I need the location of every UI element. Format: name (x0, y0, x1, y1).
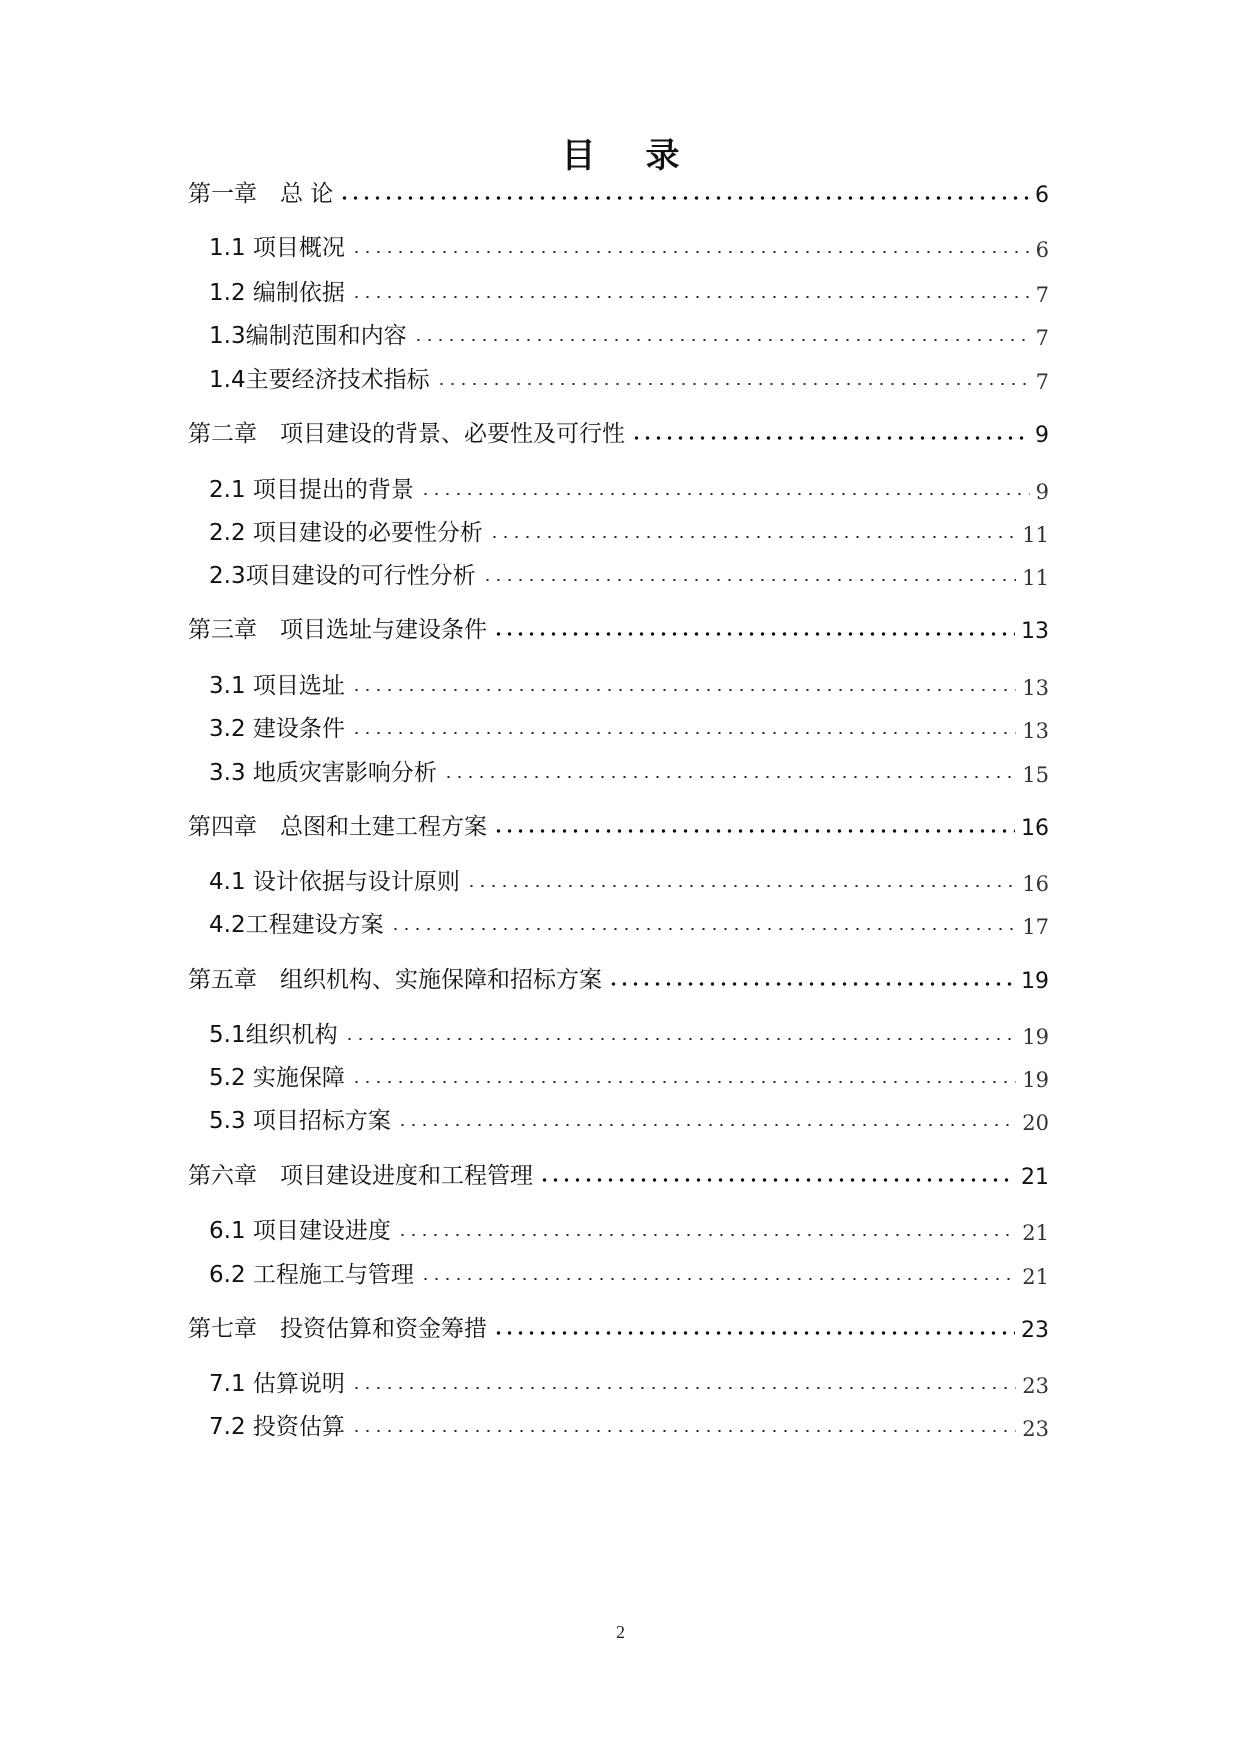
dot-leader (351, 685, 1016, 693)
toc-entry-page: 7 (1035, 283, 1049, 307)
toc-entry-page: 16 (1021, 816, 1049, 841)
dot-leader (489, 532, 1016, 540)
toc-entry-chapter-6[interactable] (188, 1158, 1049, 1190)
toc-entry-page: 9 (1035, 480, 1049, 504)
dot-leader (390, 924, 1017, 932)
toc-entry-section-2-1[interactable] (209, 472, 1049, 504)
toc-entry-label: 1.1 项目概况 (209, 235, 345, 261)
toc-entry-chapter-7[interactable] (188, 1311, 1049, 1343)
toc-entry-section-4-2[interactable] (209, 907, 1049, 939)
toc-entry-section-3-2[interactable] (209, 711, 1049, 743)
toc-entry-label: 7.2 投资估算 (209, 1414, 345, 1440)
dot-leader (493, 629, 1015, 637)
toc-entry-label: 5.2 实施保障 (209, 1065, 345, 1091)
toc-entry-section-6-2[interactable] (209, 1257, 1049, 1289)
toc-entry-page: 23 (1022, 1417, 1049, 1441)
toc-entry-page: 13 (1022, 719, 1049, 743)
toc-entry-page: 6 (1035, 183, 1049, 208)
toc-entry-chapter-3[interactable] (188, 612, 1049, 644)
dot-leader (351, 728, 1016, 736)
toc-entry-page: 11 (1022, 523, 1049, 547)
toc-entry-label: 第一章 总 论 (188, 181, 334, 207)
page-title-char-1: 目 (561, 136, 596, 176)
toc-entry-label: 4.2工程建设方案 (209, 912, 384, 938)
toc-entry-page: 21 (1022, 1221, 1049, 1245)
toc-entry-page: 6 (1035, 238, 1049, 262)
dot-leader (482, 575, 1017, 583)
toc-entry-section-2-3[interactable] (209, 558, 1049, 590)
toc-entry-section-1-3[interactable] (209, 318, 1049, 350)
toc-entry-label: 7.1 估算说明 (209, 1371, 345, 1397)
toc-entry-page: 20 (1022, 1111, 1049, 1135)
toc-entry-page: 19 (1022, 1025, 1049, 1049)
toc-entry-label: 5.3 项目招标方案 (209, 1108, 391, 1134)
toc-entry-label: 2.3项目建设的可行性分析 (209, 563, 476, 589)
toc-entry-section-7-2[interactable] (209, 1409, 1049, 1441)
toc-entry-page: 15 (1022, 763, 1049, 787)
toc-entry-label: 第七章 投资估算和资金筹措 (188, 1316, 487, 1342)
toc-entry-chapter-1[interactable] (188, 176, 1049, 208)
toc-entry-label: 2.1 项目提出的背景 (209, 477, 414, 503)
toc-entry-page: 16 (1022, 872, 1049, 896)
dot-leader (608, 979, 1015, 987)
dot-leader (351, 1426, 1016, 1434)
toc-entry-page: 21 (1021, 1165, 1049, 1190)
toc-entry-page: 19 (1021, 969, 1049, 994)
toc-entry-label: 1.2 编制依据 (209, 280, 345, 306)
toc-entry-label: 第四章 总图和土建工程方案 (188, 814, 487, 840)
dot-leader (420, 489, 1030, 497)
toc-entry-page: 21 (1022, 1265, 1049, 1289)
toc-entry-label: 第二章 项目建设的背景、必要性及可行性 (188, 421, 625, 447)
page-title (0, 128, 1241, 177)
toc-entry-label: 5.1组织机构 (209, 1022, 338, 1048)
dot-leader (351, 1383, 1016, 1391)
toc-entry-label: 6.2 工程施工与管理 (209, 1262, 414, 1288)
page-title-char-2: 录 (645, 136, 680, 176)
toc-entry-label: 第三章 项目选址与建设条件 (188, 617, 487, 643)
toc-entry-label: 3.3 地质灾害影响分析 (209, 760, 437, 786)
toc-entry-page: 23 (1022, 1374, 1049, 1398)
toc-entry-section-5-2[interactable] (209, 1060, 1049, 1092)
dot-leader (344, 1034, 1017, 1042)
toc-entry-section-4-1[interactable] (209, 864, 1049, 896)
dot-leader (539, 1175, 1015, 1183)
toc-entry-section-2-2[interactable] (209, 515, 1049, 547)
toc-entry-chapter-5[interactable] (188, 962, 1049, 994)
dot-leader (351, 1077, 1016, 1085)
toc-entry-section-1-2[interactable] (209, 275, 1049, 307)
toc-entry-section-3-1[interactable] (209, 668, 1049, 700)
toc-entry-section-1-4[interactable] (209, 362, 1049, 394)
toc-entry-label: 第五章 组织机构、实施保障和招标方案 (188, 967, 602, 993)
dot-leader (493, 1328, 1015, 1336)
dot-leader (397, 1120, 1016, 1128)
toc-entry-section-1-1[interactable] (209, 230, 1049, 262)
toc-entry-section-6-1[interactable] (209, 1213, 1049, 1245)
toc-entry-page: 11 (1022, 566, 1049, 590)
toc-entry-label: 3.2 建设条件 (209, 716, 345, 742)
toc-entry-label: 1.4主要经济技术指标 (209, 367, 430, 393)
page-number: 2 (616, 1622, 625, 1642)
toc-entry-chapter-2[interactable] (188, 416, 1049, 448)
toc-entry-page: 7 (1035, 326, 1049, 350)
toc-entry-page: 19 (1022, 1068, 1049, 1092)
toc-entry-page: 13 (1022, 676, 1049, 700)
toc-entry-page: 9 (1035, 423, 1049, 448)
dot-leader (443, 772, 1016, 780)
toc-entry-section-5-1[interactable] (209, 1017, 1049, 1049)
toc-entry-section-7-1[interactable] (209, 1366, 1049, 1398)
toc-entry-page: 17 (1022, 915, 1049, 939)
toc-entry-section-3-3[interactable] (209, 755, 1049, 787)
toc-entry-label: 第六章 项目建设进度和工程管理 (188, 1163, 533, 1189)
dot-leader (436, 379, 1030, 387)
toc-entry-page: 13 (1021, 619, 1049, 644)
toc-entry-label: 2.2 项目建设的必要性分析 (209, 520, 483, 546)
dot-leader (351, 292, 1030, 300)
toc-entry-label: 1.3编制范围和内容 (209, 323, 407, 349)
dot-leader (339, 193, 1029, 201)
dot-leader (631, 433, 1029, 441)
dot-leader (420, 1274, 1016, 1282)
dot-leader (351, 247, 1030, 255)
dot-leader (413, 335, 1030, 343)
dot-leader (466, 881, 1016, 889)
toc-entry-label: 3.1 项目选址 (209, 673, 345, 699)
dot-leader (493, 826, 1015, 834)
toc-entry-page: 23 (1021, 1318, 1049, 1343)
toc-entry-page: 7 (1035, 370, 1049, 394)
toc-entry-label: 6.1 项目建设进度 (209, 1218, 391, 1244)
toc-entry-label: 4.1 设计依据与设计原则 (209, 869, 460, 895)
dot-leader (397, 1230, 1016, 1238)
toc-entry-chapter-4[interactable] (188, 809, 1049, 841)
toc-entry-section-5-3[interactable] (209, 1103, 1049, 1135)
